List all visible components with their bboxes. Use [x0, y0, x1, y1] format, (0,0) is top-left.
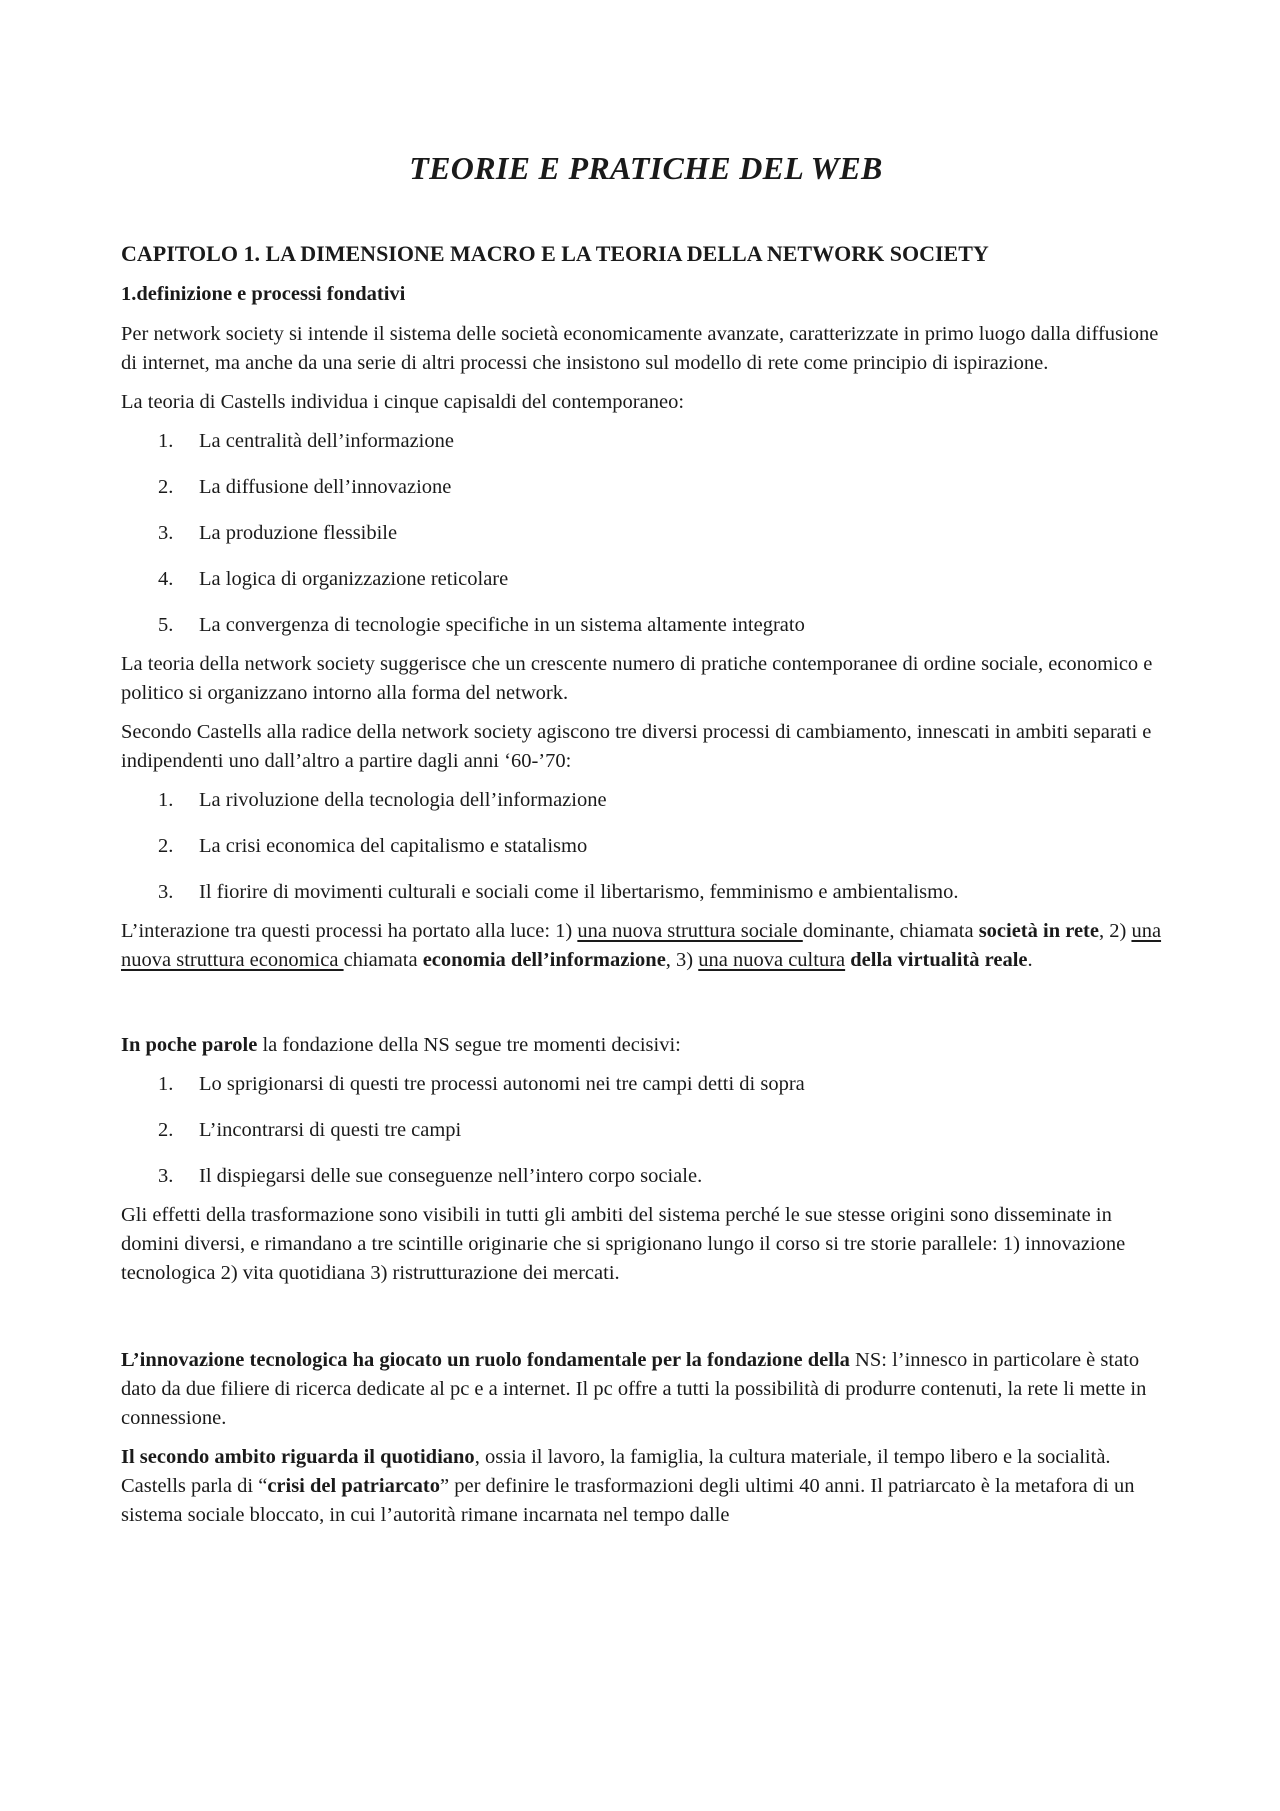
list-item-number: 4.	[158, 568, 174, 590]
paragraph-network-society-definition: Per network society si intende il sistema delle società economicamente avanzate, caratterizzate in primo luogo dalla diffusione di internet, ma anche da una serie di altri processi che insistono sul modello di rete come principio di ispirazione.	[121, 323, 1159, 374]
list-item-text: La diffusione dell’innovazione	[199, 476, 452, 498]
paragraph-tech-innovation	[121, 1346, 1171, 1433]
underlined-text: una nuova struttura sociale	[577, 920, 803, 942]
list-item	[121, 878, 1171, 907]
text-run: NS: l’innesco in particolare è stato dato da due filiere di ricerca dedicate al pc e a internet. Il pc offre a tutti la possibilità di produrre contenuti, la rete li mette in connessione.	[121, 1349, 1147, 1429]
document-body	[121, 148, 1171, 1540]
list-item	[121, 1116, 1171, 1145]
list-item	[121, 519, 1171, 548]
list-item-text: Lo sprigionarsi di questi tre processi autonomi nei tre campi detti di sopra	[199, 1073, 805, 1095]
list-item-number: 1.	[158, 1073, 174, 1095]
list-capisaldi	[121, 427, 1171, 640]
list-item-number: 3.	[158, 881, 174, 903]
text-run: dominante, chiamata	[802, 920, 979, 942]
text-run: , 2)	[1099, 920, 1132, 942]
list-item-text: La logica di organizzazione reticolare	[199, 568, 509, 590]
list-item	[121, 427, 1171, 456]
list-item-text: Il dispiegarsi delle sue conseguenze nell’intero corpo sociale.	[199, 1165, 703, 1187]
bold-term: Il secondo ambito riguarda il quotidiano	[121, 1446, 475, 1468]
section-heading: 1.definizione e processi fondativi	[121, 283, 406, 305]
list-item-text: La produzione flessibile	[199, 522, 398, 544]
list-item-text: La convergenza di tecnologie specifiche in un sistema altamente integrato	[199, 614, 805, 636]
text-run: L’interazione tra questi processi ha portato alla luce: 1)	[121, 920, 578, 942]
underlined-text: una nuova cultura	[698, 949, 846, 971]
document-title: TEORIE E PRATICHE DEL WEB	[409, 150, 883, 186]
bold-term: della virtualità reale	[850, 949, 1028, 971]
list-item-number: 1.	[158, 430, 174, 452]
paragraph-in-poche-parole	[121, 1031, 1171, 1060]
list-item-text: L’incontrarsi di questi tre campi	[199, 1119, 462, 1141]
blank-line	[121, 985, 1171, 1031]
blank-line	[121, 1298, 1171, 1346]
bold-term: crisi del patriarcato	[267, 1475, 441, 1497]
list-item-number: 2.	[158, 835, 174, 857]
list-item	[121, 786, 1171, 815]
paragraph-three-processes-intro: Secondo Castells alla radice della network society agiscono tre diversi processi di cambiamento, innescati in ambiti separati e indipendenti uno dall’altro a partire dagli anni ‘60-’70:	[121, 721, 1152, 772]
text-run: , ossia il lavoro, la famiglia, la cultura materiale, il tempo libero e la socialità. Castells parla di “	[121, 1446, 1111, 1497]
list-item	[121, 473, 1171, 502]
list-item-text: Il fiorire di movimenti culturali e sociali come il libertarismo, femminismo e ambientalismo.	[199, 881, 959, 903]
bold-term: economia dell’informazione	[422, 949, 666, 971]
bold-term: In poche parole	[121, 1034, 258, 1056]
paragraph-interaction-results	[121, 917, 1171, 975]
paragraph-castells-intro: La teoria di Castells individua i cinque capisaldi del contemporaneo:	[121, 391, 685, 413]
list-item-number: 2.	[158, 1119, 174, 1141]
text-run: la fondazione della NS segue tre momenti decisivi:	[257, 1034, 681, 1056]
list-item	[121, 1070, 1171, 1099]
underlined-text: una nuova struttura economica	[121, 920, 1162, 971]
list-item-text: La rivoluzione della tecnologia dell’informazione	[199, 789, 607, 811]
list-processes	[121, 786, 1171, 907]
list-item-text: La centralità dell’informazione	[199, 430, 454, 452]
list-item-number: 2.	[158, 476, 174, 498]
paragraph-network-practices: La teoria della network society suggerisce che un crescente numero di pratiche contemporanee di ordine sociale, economico e politico si organizzano intorno alla forma del network.	[121, 653, 1153, 704]
paragraph-effects: Gli effetti della trasformazione sono visibili in tutti gli ambiti del sistema perché le sue stesse origini sono disseminate in domini diversi, e rimandano a tre scintille originarie che si sprigionano lungo il corso si tre storie parallele: 1) innovazione tecnologica 2) vita quotidiana 3) ristrutturazione dei mercati.	[121, 1204, 1126, 1284]
list-item-text: La crisi economica del capitalismo e statalismo	[199, 835, 588, 857]
list-item	[121, 611, 1171, 640]
list-item-number: 3.	[158, 522, 174, 544]
bold-term: società in rete	[978, 920, 1099, 942]
list-item-number: 5.	[158, 614, 174, 636]
text-run: ” per definire le trasformazioni degli ultimi 40 anni. Il patriarcato è la metafora di un sistema sociale bloccato, in cui l’autorità rimane incarnata nel tempo dalle	[121, 1475, 1135, 1526]
list-moments	[121, 1070, 1171, 1191]
text-run: .	[1027, 949, 1033, 971]
bold-term: L’innovazione tecnologica ha giocato un ruolo fondamentale per la fondazione della	[121, 1349, 850, 1371]
text-run: , 3)	[665, 949, 699, 971]
list-item-number: 1.	[158, 789, 174, 811]
text-run: chiamata	[343, 949, 423, 971]
list-item	[121, 1162, 1171, 1191]
list-item	[121, 832, 1171, 861]
paragraph-everyday-life	[121, 1443, 1171, 1530]
list-item-number: 3.	[158, 1165, 174, 1187]
list-item	[121, 565, 1171, 594]
chapter-heading: CAPITOLO 1. LA DIMENSIONE MACRO E LA TEORIA DELLA NETWORK SOCIETY	[121, 241, 989, 266]
